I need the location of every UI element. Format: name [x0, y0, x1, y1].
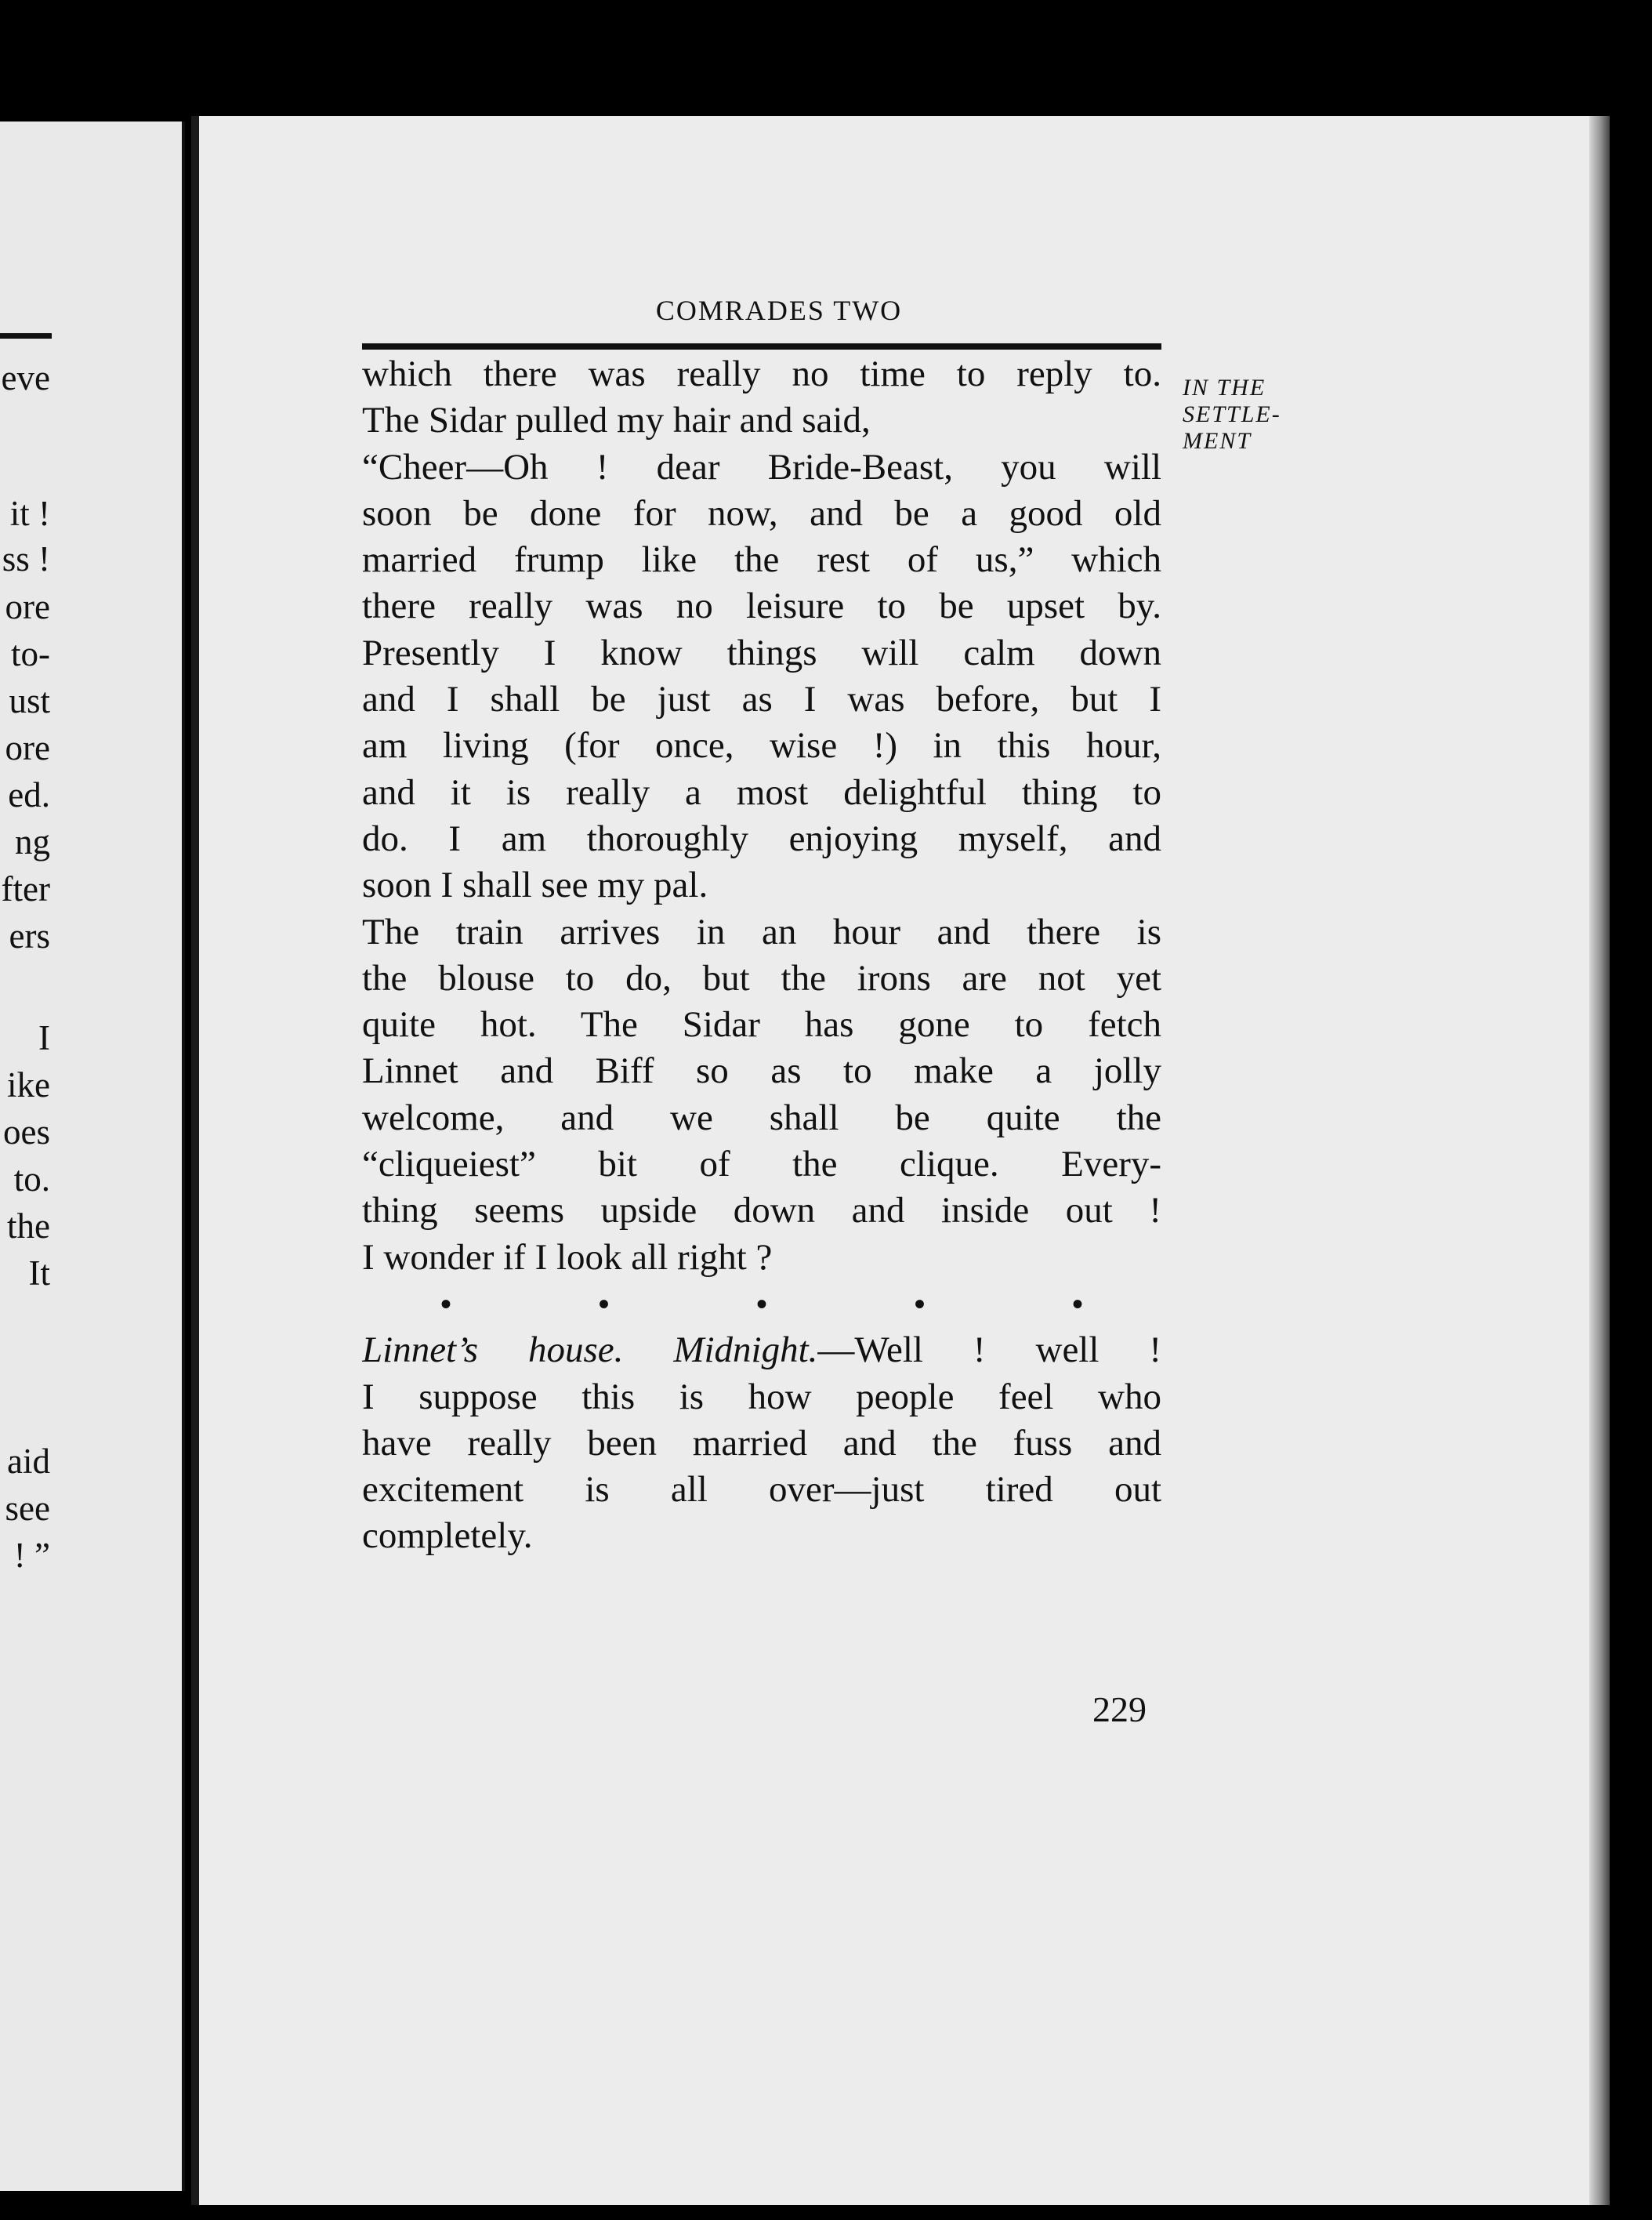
left-fragment: ore	[5, 587, 50, 626]
left-fragment: I	[38, 1018, 50, 1057]
text-run: —Well ! well !	[817, 1329, 1161, 1371]
left-fragment: the	[7, 1206, 50, 1246]
book-page	[191, 116, 1610, 2205]
left-fragment: oes	[3, 1112, 50, 1152]
body-text	[362, 351, 1161, 1560]
left-fragment: eve	[1, 358, 50, 397]
page-edge-shadow	[1589, 116, 1610, 2205]
section-break-dots	[362, 1281, 1161, 1327]
break-dot: •	[1071, 1286, 1083, 1322]
left-fragment: ss !	[2, 539, 50, 579]
text-line: Presently I know things will calm down	[362, 632, 1161, 673]
left-fragment: aid	[7, 1442, 50, 1481]
head-rule	[362, 343, 1161, 350]
text-line: do. I am thoroughly enjoying myself, and	[362, 818, 1161, 859]
break-dot: •	[914, 1286, 926, 1322]
text-line: I wonder if I look all right ?	[362, 1236, 773, 1278]
time-heading: Midnight.	[673, 1329, 818, 1371]
left-fragment: see	[5, 1489, 50, 1528]
previous-page-rule	[0, 333, 52, 339]
text-line: The Sidar pulled my hair and said,	[362, 400, 871, 441]
text-line: and I shall be just as I was before, but I	[362, 679, 1161, 720]
page-number: 229	[1092, 1689, 1147, 1729]
text-line: and it is really a most delightful thing to	[362, 771, 1161, 813]
margin-note-line: IN THE	[1183, 375, 1266, 401]
text-line: I suppose this is how people feel who	[362, 1376, 1161, 1417]
running-head: COMRADES TWO	[655, 295, 903, 326]
text-line: “Cheer—Oh ! dear Bride-Beast, you will	[362, 446, 1161, 488]
text-line: The train arrives in an hour and there is	[362, 911, 1161, 952]
left-fragment: ore	[5, 728, 50, 767]
left-fragment: ers	[9, 916, 50, 956]
break-dot: •	[755, 1286, 767, 1322]
margin-note-line: SETTLE-	[1183, 401, 1281, 427]
text-line: the blouse to do, but the irons are not yet	[362, 957, 1161, 999]
text-line: am living (for once, wise !) in this hour,	[362, 725, 1161, 767]
text-line: married frump like the rest of us,” which	[362, 539, 1161, 581]
margin-note-line: MENT	[1183, 428, 1252, 454]
left-fragment: ed.	[8, 775, 50, 814]
place-heading: Linnet’s house.	[362, 1329, 624, 1371]
previous-page-text	[0, 122, 182, 2191]
text-line: thing seems upside down and inside out !	[362, 1190, 1161, 1232]
left-fragment: fter	[1, 869, 50, 909]
left-fragment: ng	[15, 822, 50, 862]
left-fragment: ! ”	[13, 1536, 50, 1575]
text-line: Linnet and Biff so as to make a jolly	[362, 1050, 1161, 1092]
left-fragment: ust	[9, 681, 50, 720]
break-dot: •	[440, 1286, 452, 1322]
break-dot: •	[598, 1286, 610, 1322]
text-line	[362, 1327, 1161, 1373]
left-fragment: It	[28, 1253, 50, 1293]
text-line: “cliqueiest” bit of the clique. Every-	[362, 1144, 1161, 1185]
text-line: there really was no leisure to be upset by.	[362, 586, 1161, 627]
left-fragment: to-	[11, 634, 50, 673]
text-line: completely.	[362, 1515, 533, 1557]
text-line: soon I shall see my pal.	[362, 865, 708, 906]
text-line: have really been married and the fuss and	[362, 1422, 1161, 1464]
text-line: which there was really no time to reply to.	[362, 354, 1161, 394]
text-line: welcome, and we shall be quite the	[362, 1097, 1161, 1138]
text-line: soon be done for now, and be a good old	[362, 492, 1161, 534]
text-line: quite hot. The Sidar has gone to fetch	[362, 1004, 1161, 1046]
text-line: excitement is all over—just tired out	[362, 1469, 1161, 1511]
left-fragment: to.	[13, 1159, 50, 1199]
margin-note	[1183, 375, 1281, 455]
left-fragment: ike	[7, 1065, 50, 1105]
previous-page	[0, 122, 185, 2191]
left-fragment: it !	[9, 494, 50, 533]
